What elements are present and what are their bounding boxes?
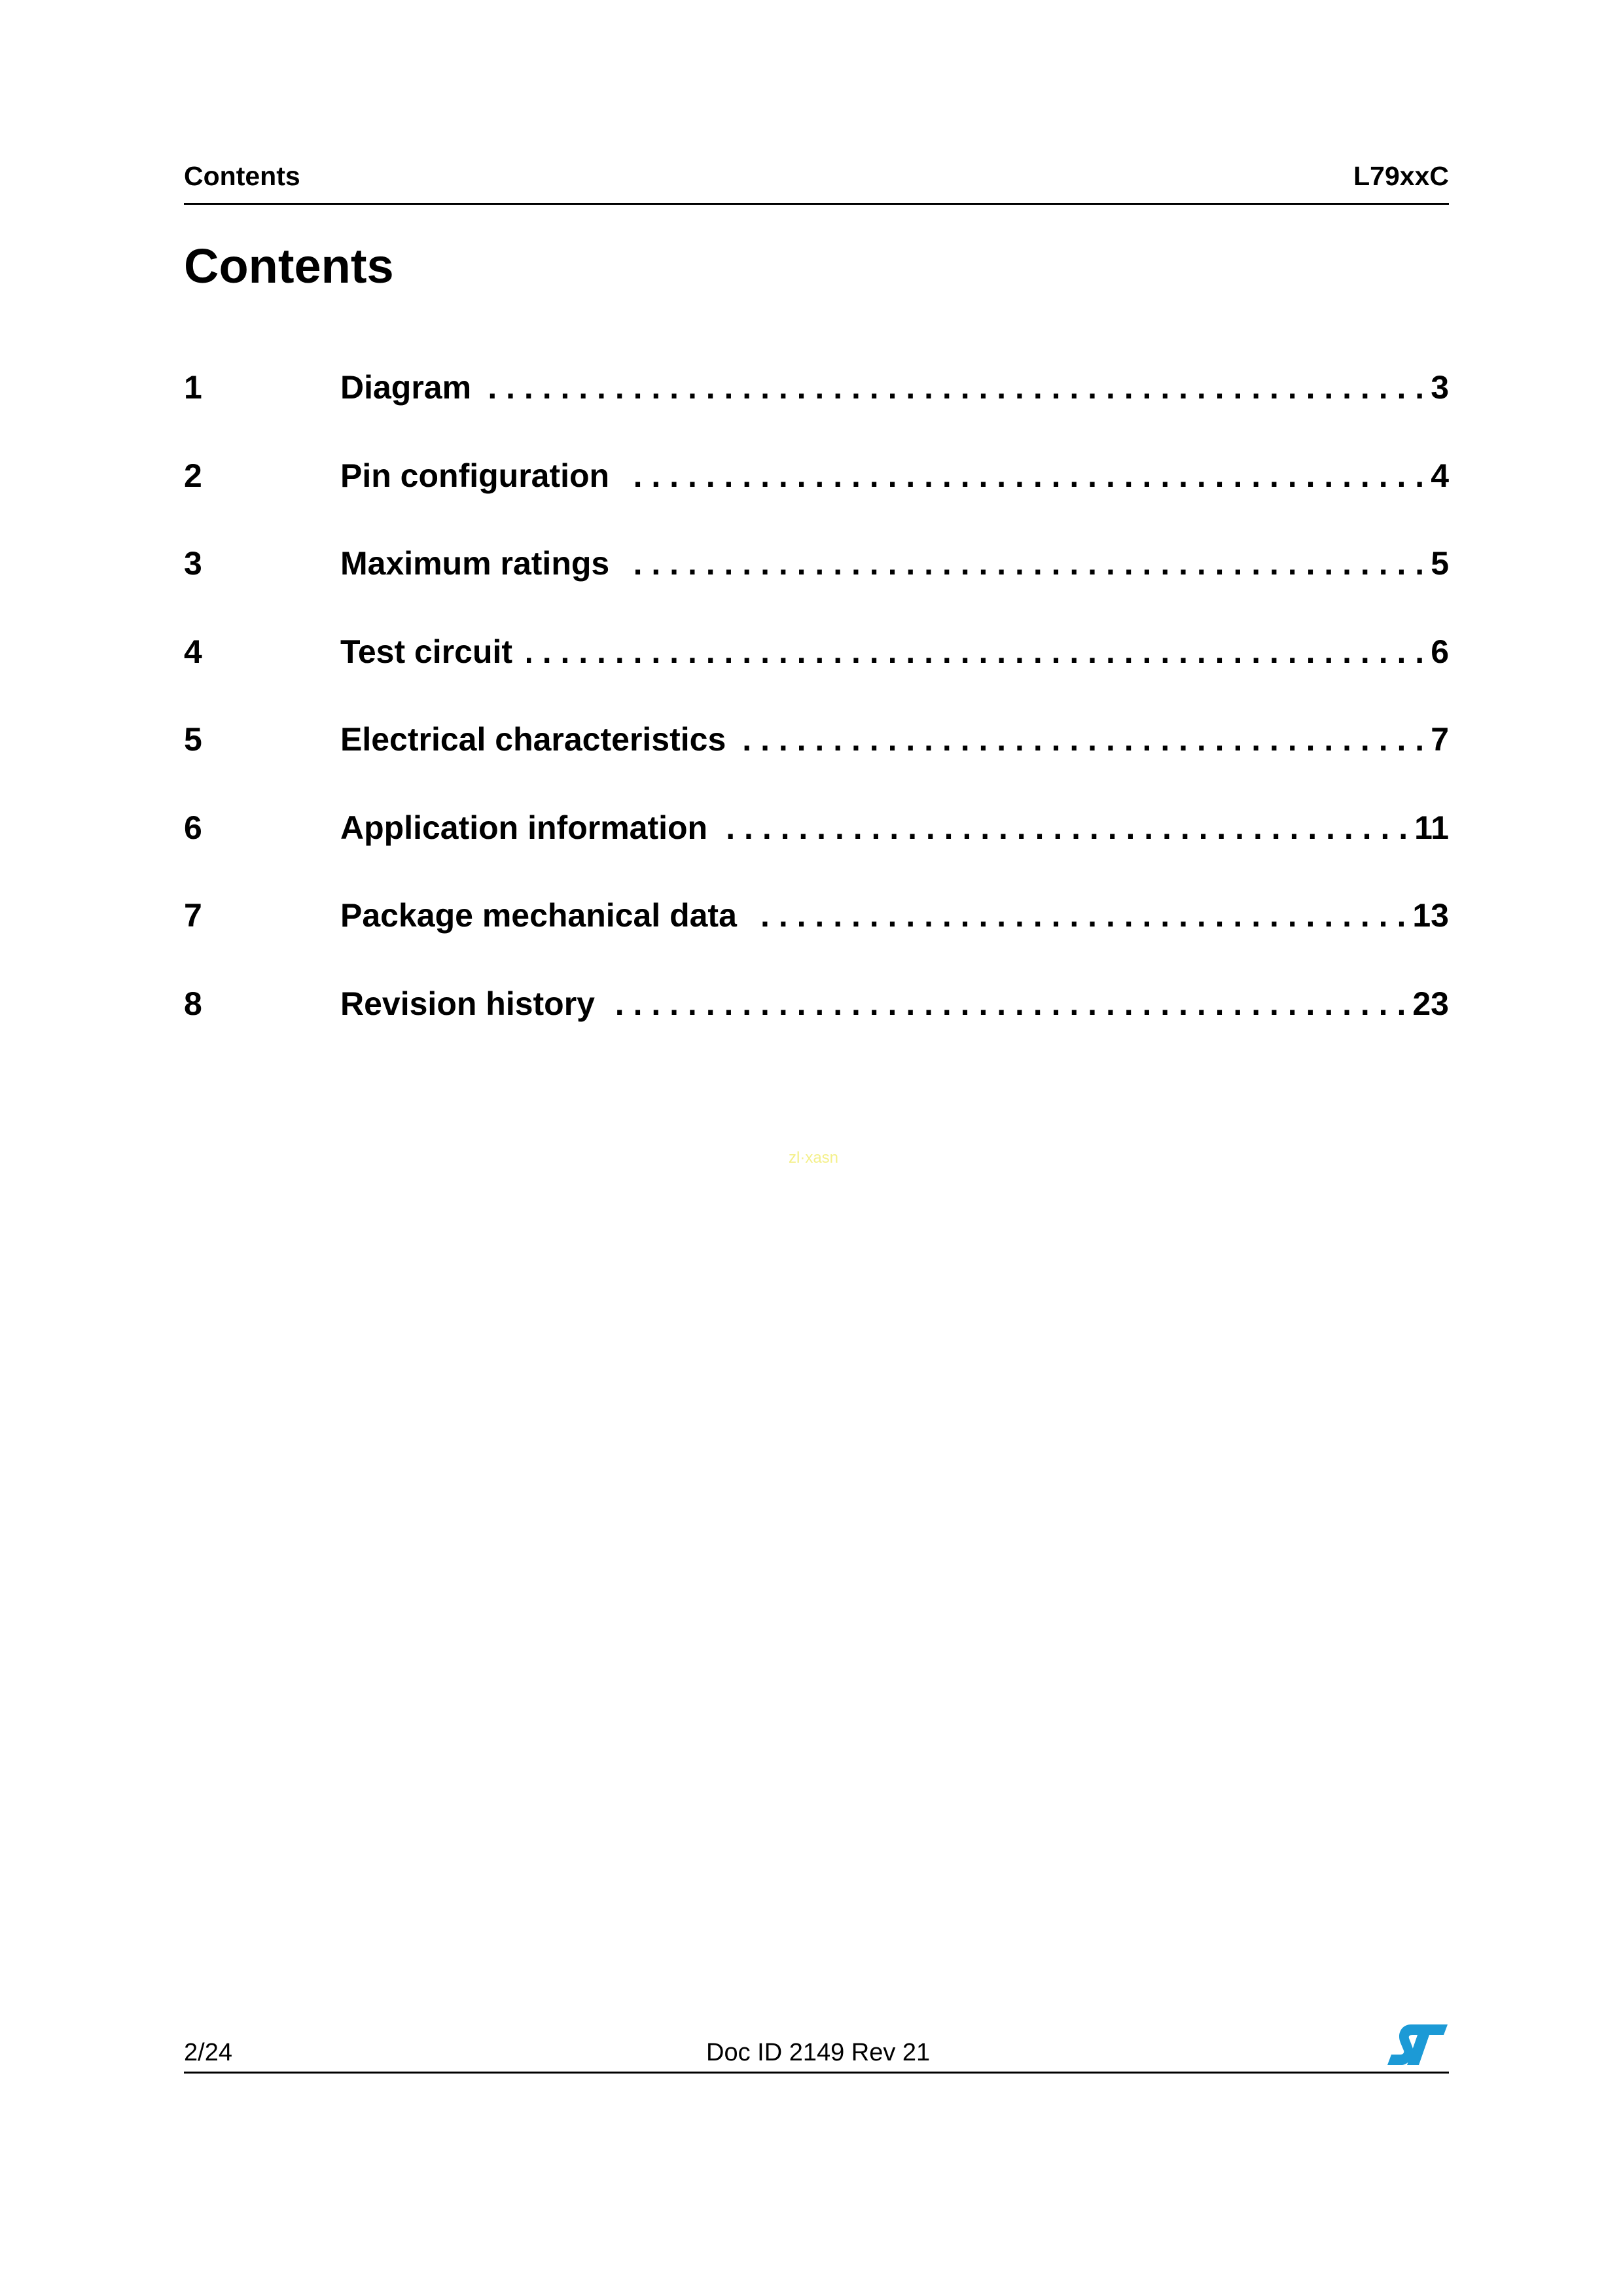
toc-entry-title[interactable]: Revision history xyxy=(340,985,595,1022)
toc-entry-page[interactable]: 7 xyxy=(1431,721,1449,758)
toc-dot-leader xyxy=(751,891,1406,940)
toc-entry-number: 1 xyxy=(184,369,202,406)
toc-dot-leader xyxy=(740,715,1424,764)
toc-entry[interactable] xyxy=(184,539,1449,627)
st-logo-icon xyxy=(1386,2023,1449,2066)
toc-entry[interactable] xyxy=(184,804,1449,892)
toc-entry-number: 3 xyxy=(184,545,202,582)
page-title: Contents xyxy=(184,239,394,293)
toc-entry-number: 5 xyxy=(184,721,202,758)
table-of-contents xyxy=(184,363,1449,1067)
toc-entry-page[interactable]: 13 xyxy=(1412,897,1449,934)
toc-entry-title[interactable]: Maximum ratings xyxy=(340,545,610,582)
toc-entry-number: 4 xyxy=(184,633,202,670)
toc-entry-title[interactable]: Diagram xyxy=(340,369,472,406)
footer-divider xyxy=(184,2072,1449,2074)
toc-entry[interactable] xyxy=(184,980,1449,1068)
toc-entry-title[interactable]: Electrical characteristics xyxy=(340,721,726,758)
toc-entry[interactable] xyxy=(184,451,1449,540)
toc-entry-number: 2 xyxy=(184,457,202,494)
toc-dot-leader xyxy=(722,804,1408,852)
header-divider xyxy=(184,203,1449,205)
toc-entry[interactable] xyxy=(184,627,1449,716)
toc-entry-number: 8 xyxy=(184,985,202,1022)
toc-entry-page[interactable]: 5 xyxy=(1431,545,1449,582)
toc-dot-leader xyxy=(624,451,1424,500)
page-indicator: 2/24 xyxy=(184,2039,232,2066)
toc-entry[interactable] xyxy=(184,891,1449,980)
toc-entry-number: 6 xyxy=(184,809,202,846)
toc-entry-title[interactable]: Application information xyxy=(340,809,708,846)
doc-id: Doc ID 2149 Rev 21 xyxy=(706,2039,931,2066)
toc-entry-number: 7 xyxy=(184,897,202,934)
toc-dot-leader xyxy=(609,980,1406,1028)
toc-dot-leader xyxy=(486,363,1424,412)
toc-dot-leader xyxy=(624,539,1424,588)
toc-entry[interactable] xyxy=(184,715,1449,804)
toc-entry-page[interactable]: 6 xyxy=(1431,633,1449,670)
running-header-section: Contents xyxy=(184,161,300,191)
toc-entry-page[interactable]: 11 xyxy=(1414,809,1449,846)
toc-entry-title[interactable]: Pin configuration xyxy=(340,457,610,494)
toc-entry-page[interactable]: 4 xyxy=(1431,457,1449,494)
running-header-document-code: L79xxC xyxy=(1353,161,1449,191)
toc-entry-title[interactable]: Package mechanical data xyxy=(340,897,737,934)
toc-entry-title[interactable]: Test circuit xyxy=(340,633,513,670)
toc-entry-page[interactable]: 23 xyxy=(1412,985,1449,1022)
faint-watermark: zl·xasn xyxy=(789,1149,839,1167)
toc-entry-page[interactable]: 3 xyxy=(1431,369,1449,406)
toc-dot-leader xyxy=(527,627,1424,676)
toc-entry[interactable] xyxy=(184,363,1449,451)
